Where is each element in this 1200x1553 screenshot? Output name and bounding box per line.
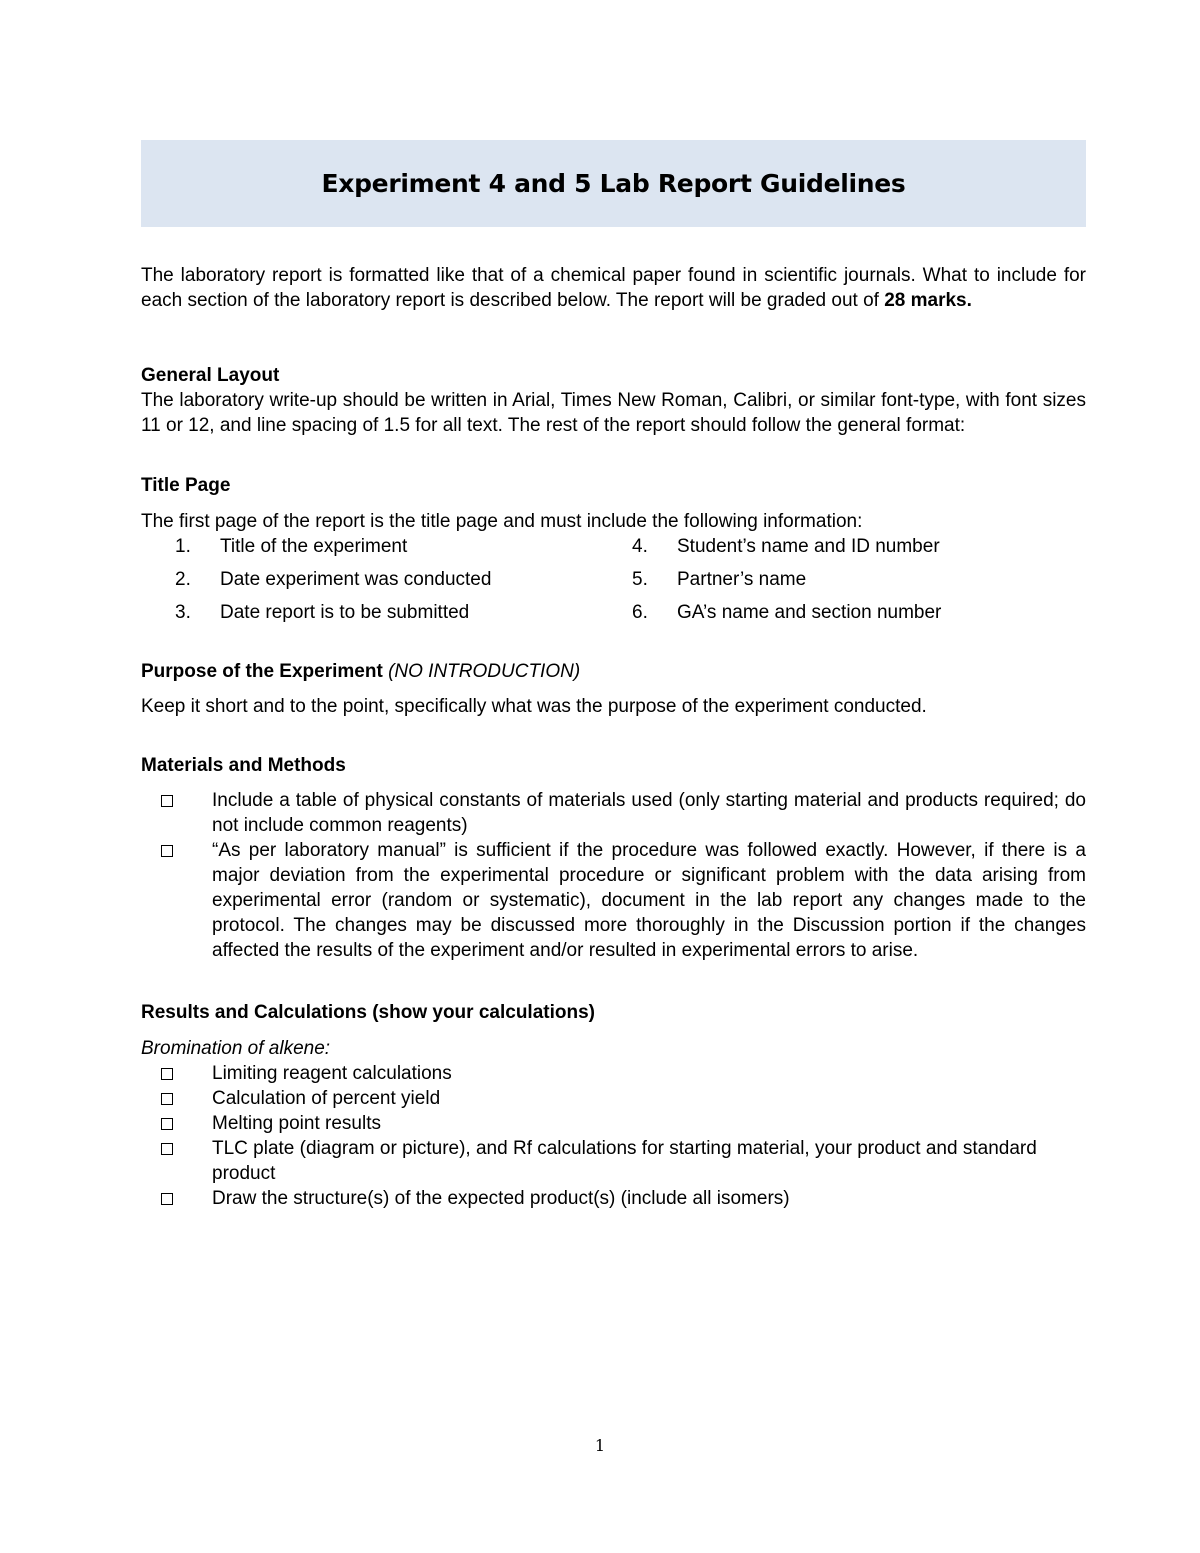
list-number: 4.	[632, 536, 648, 557]
list-text: Partner’s name	[677, 569, 807, 590]
list-number: 6.	[632, 602, 648, 623]
checkbox-icon	[141, 1186, 212, 1211]
checkbox-icon	[141, 1061, 212, 1086]
list-item	[141, 788, 1086, 838]
list-text: TLC plate (diagram or picture), and Rf calculations for starting material, your product and standard product	[212, 1138, 1037, 1184]
list-item	[141, 1186, 1086, 1211]
list-item	[141, 1111, 1086, 1136]
checkbox-icon	[141, 1111, 212, 1136]
list-item	[141, 1086, 1086, 1111]
list-item	[632, 567, 1102, 592]
list-item	[175, 600, 632, 625]
intro-paragraph	[141, 263, 1086, 313]
purpose-text: Keep it short and to the point, specifically what was the purpose of the experiment conducted.	[141, 696, 927, 717]
title-page-heading: Title Page	[141, 475, 231, 496]
materials-heading: Materials and Methods	[141, 755, 346, 776]
title-page-list	[175, 534, 1086, 625]
list-text: Melting point results	[212, 1113, 381, 1134]
checkbox-icon	[141, 838, 212, 963]
list-text: “As per laboratory manual” is sufficient if the procedure was followed exactly. However, if there is a major deviation from the experimental procedure or significant problem with the data arising from experimental error (random or systematic), document in the lab report any changes made to the protocol. The changes may be discussed more thoroughly in the Discussion portion if the changes affected the results of the experiment and/or resulted in experimental errors to arise.	[212, 840, 1086, 961]
list-text: Limiting reagent calculations	[212, 1063, 452, 1084]
purpose-note: (NO INTRODUCTION)	[388, 661, 581, 682]
list-item	[175, 567, 632, 592]
list-number: 2.	[175, 569, 191, 590]
document-body	[141, 263, 1086, 1211]
list-number: 5.	[632, 569, 648, 590]
title-page-text: The first page of the report is the title page and must include the following information:	[141, 511, 863, 532]
results-list	[141, 1061, 1086, 1211]
materials-list	[141, 788, 1086, 963]
list-text: Draw the structure(s) of the expected product(s) (include all isomers)	[212, 1188, 790, 1209]
list-item	[141, 1136, 1086, 1186]
list-text: Include a table of physical constants of materials used (only starting material and products required; do not include common reagents)	[212, 790, 1086, 836]
list-text: Student’s name and ID number	[677, 536, 940, 557]
intro-marks: 28 marks.	[884, 290, 972, 311]
list-number: 3.	[175, 602, 191, 623]
checkbox-icon	[141, 1136, 212, 1186]
list-text: Date report is to be submitted	[220, 602, 470, 623]
document-title: Experiment 4 and 5 Lab Report Guidelines	[321, 169, 906, 198]
page-number: 1	[594, 1436, 606, 1455]
intro-text: The laboratory report is formatted like that of a chemical paper found in scientific journals. What to include for each section of the laboratory report is described below. The report will be graded out of	[141, 265, 1086, 311]
list-item	[141, 1061, 1086, 1086]
general-layout-heading: General Layout	[141, 365, 280, 386]
list-text: GA’s name and section number	[677, 602, 942, 623]
list-text: Calculation of percent yield	[212, 1088, 441, 1109]
checkbox-icon	[141, 1086, 212, 1111]
checkbox-icon	[141, 788, 212, 838]
list-text: Title of the experiment	[220, 536, 408, 557]
title-banner	[141, 140, 1086, 227]
list-number: 1.	[175, 536, 191, 557]
results-subheading: Bromination of alkene:	[141, 1038, 331, 1059]
results-heading: Results and Calculations (show your calculations)	[141, 1002, 595, 1023]
purpose-heading: Purpose of the Experiment	[141, 661, 383, 682]
purpose-heading-line	[141, 659, 1086, 684]
list-text: Date experiment was conducted	[220, 569, 492, 590]
list-item	[175, 534, 632, 559]
list-item	[632, 534, 1102, 559]
list-item	[632, 600, 1102, 625]
general-layout-text: The laboratory write-up should be written in Arial, Times New Roman, Calibri, or similar font-type, with font sizes 11 or 12, and line spacing of 1.5 for all text. The rest of the report should follow the general format:	[141, 390, 1086, 436]
list-item	[141, 838, 1086, 963]
